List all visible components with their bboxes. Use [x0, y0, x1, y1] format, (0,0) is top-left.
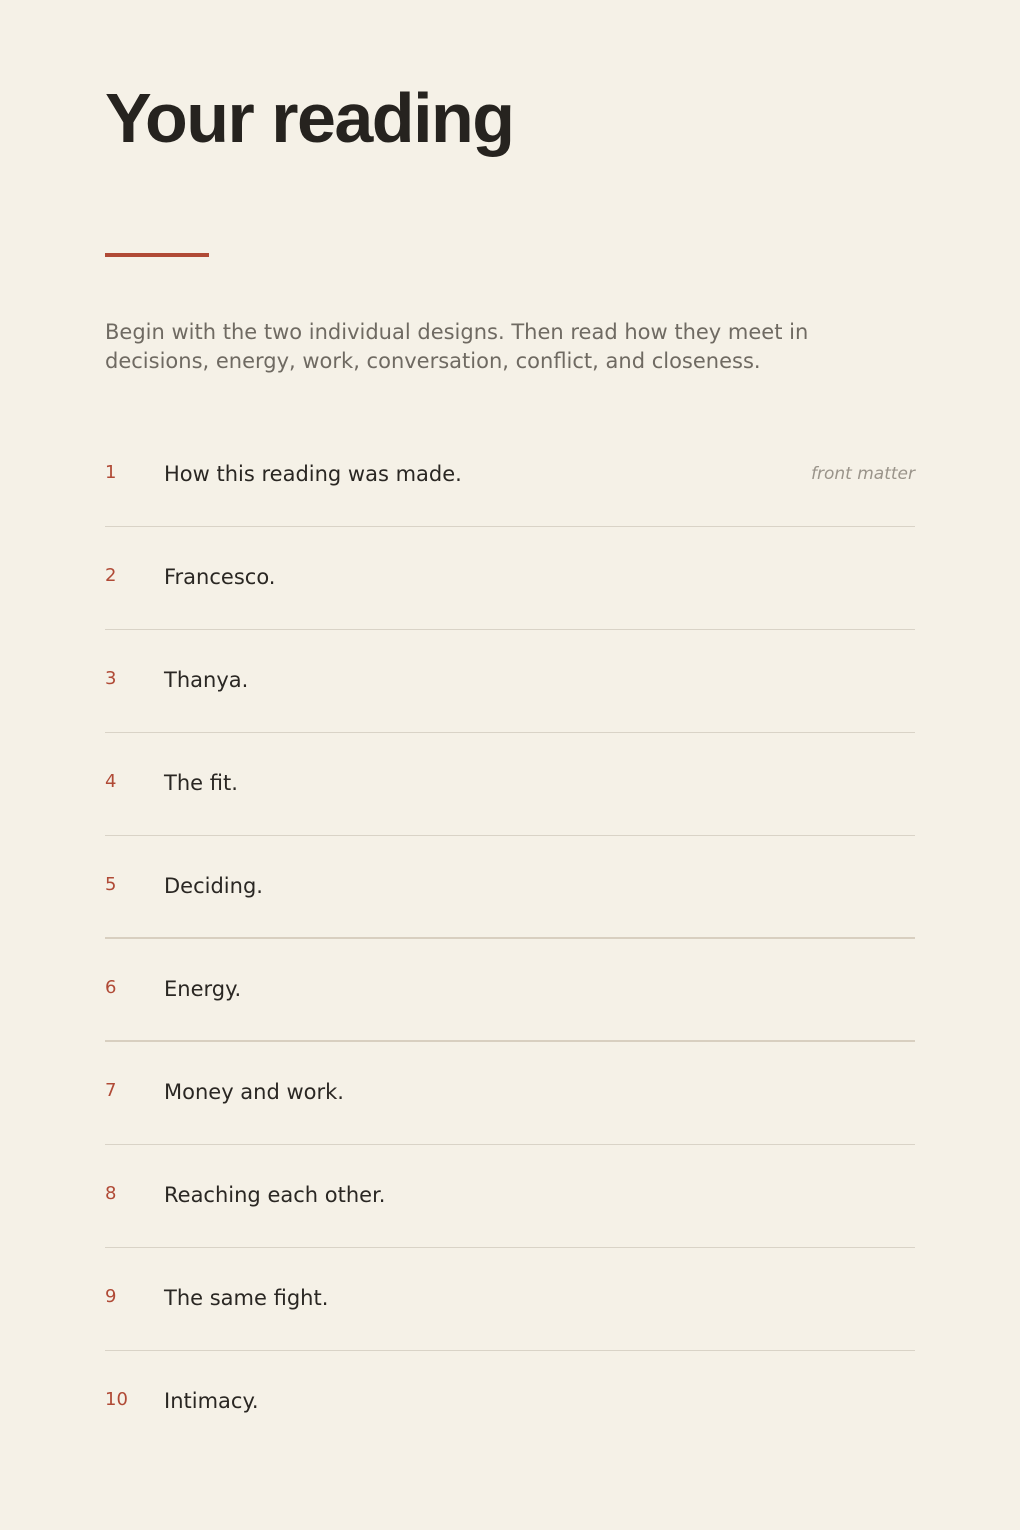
toc-item-label: Money and work. — [164, 1080, 344, 1104]
front-matter-tag: front matter — [811, 464, 915, 484]
toc-item-label: The fit. — [164, 771, 238, 795]
toc-item-francesco[interactable] — [105, 527, 915, 630]
toc-item-intimacy[interactable] — [105, 1351, 915, 1453]
toc-item-label: Deciding. — [164, 874, 263, 898]
toc-item-money-and-work[interactable] — [105, 1042, 915, 1145]
toc-item-number: 5 — [105, 874, 117, 895]
toc-item-the-fit[interactable] — [105, 733, 915, 836]
toc-item-number: 6 — [105, 977, 117, 998]
page-title: Your reading — [105, 79, 514, 157]
toc-item-label: Francesco. — [164, 565, 276, 589]
toc-item-number: 2 — [105, 565, 117, 586]
intro-paragraph: Begin with the two individual designs. Then read how they meet in decisions, energy, work, conversation, conflict, and closeness. — [105, 320, 809, 373]
toc-item-number: 10 — [105, 1389, 128, 1410]
toc-item-label: How this reading was made. — [164, 462, 462, 486]
toc-item-label: Intimacy. — [164, 1389, 259, 1413]
accent-divider — [105, 253, 209, 257]
toc-item-energy[interactable] — [105, 939, 915, 1042]
toc-item-the-same-fight[interactable] — [105, 1248, 915, 1351]
toc-item-thanya[interactable] — [105, 630, 915, 733]
toc-item-number: 3 — [105, 668, 117, 689]
toc-item-number: 1 — [105, 462, 117, 483]
toc-item-number: 8 — [105, 1183, 117, 1204]
toc-item-label: Energy. — [164, 977, 242, 1001]
toc-item-reaching-each-other[interactable] — [105, 1145, 915, 1248]
toc-item-number: 4 — [105, 771, 117, 792]
toc-item-how-made[interactable] — [105, 424, 915, 527]
toc-item-label: The same fight. — [164, 1286, 329, 1310]
table-of-contents — [105, 424, 915, 1453]
toc-item-label: Thanya. — [164, 668, 249, 692]
toc-item-label: Reaching each other. — [164, 1183, 386, 1207]
toc-item-number: 9 — [105, 1286, 117, 1307]
toc-item-number: 7 — [105, 1080, 117, 1101]
toc-item-deciding[interactable] — [105, 836, 915, 939]
